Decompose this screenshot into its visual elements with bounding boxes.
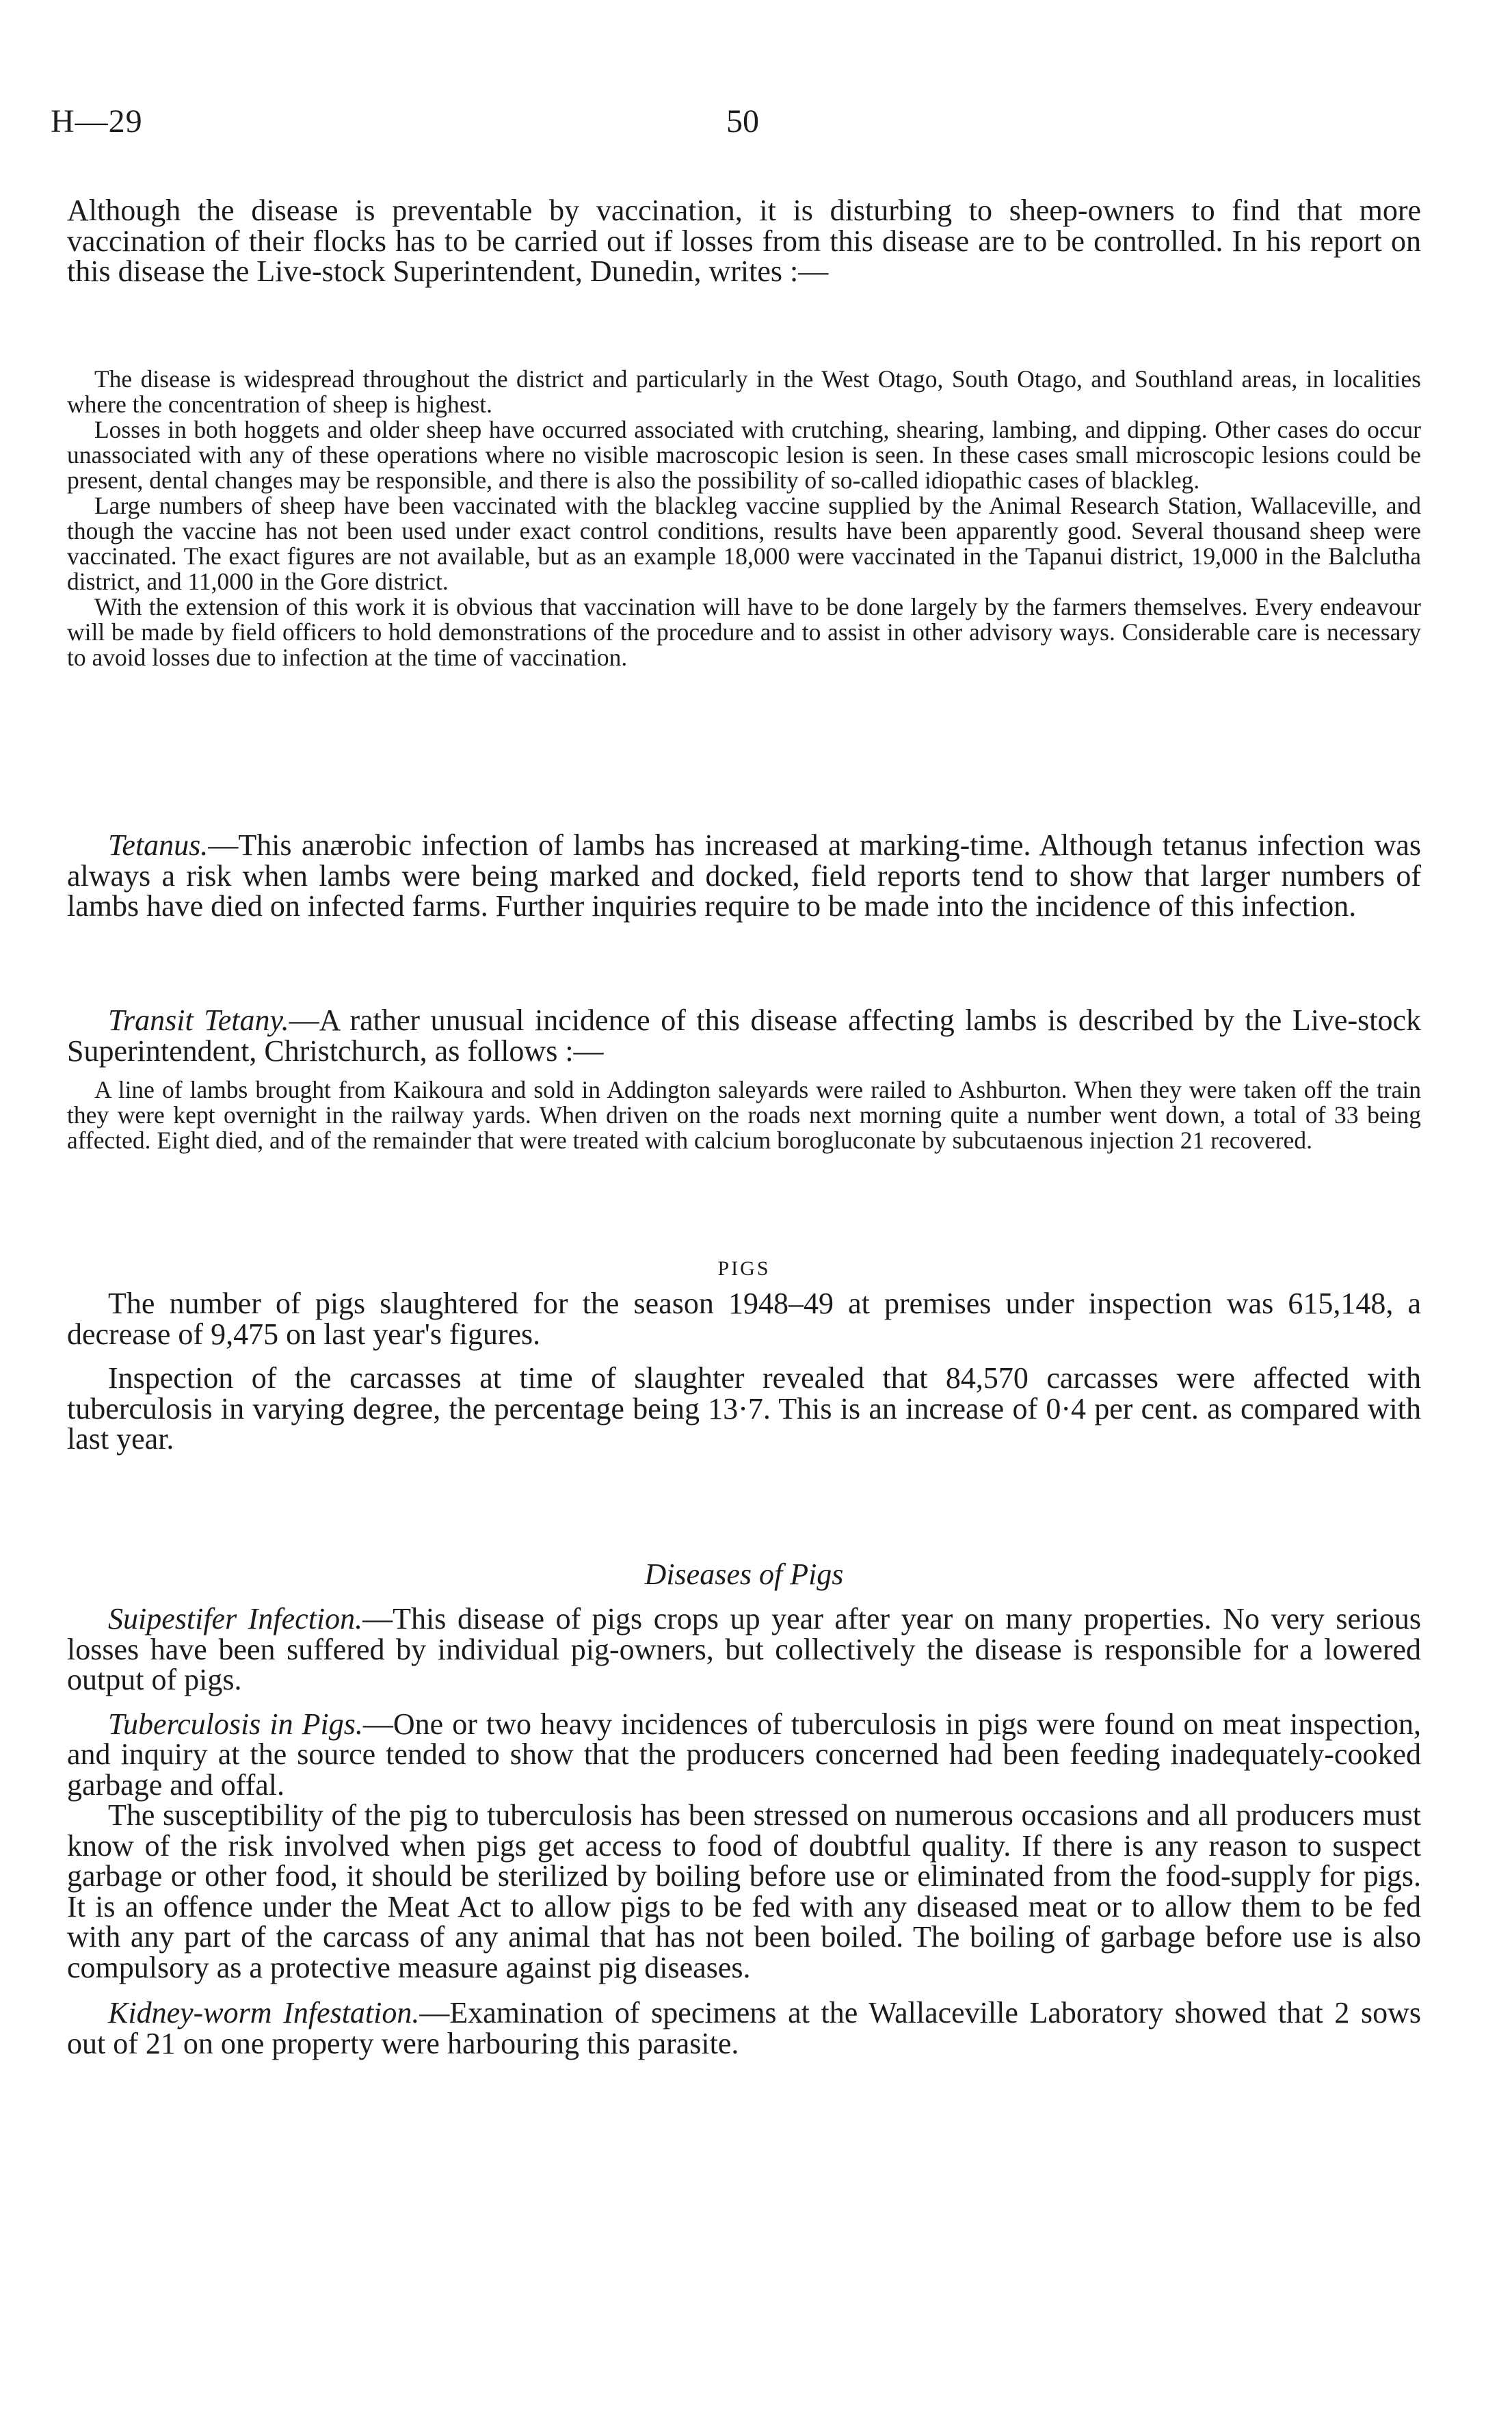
kidney-worm-title: Kidney-worm Infestation.: [108, 1996, 420, 2029]
transit-tetany-section: [67, 1003, 1421, 1154]
transit-tetany-text: —A rather unusual incidence of this disease affecting lambs is described by the Live-stock Superintendent, Christchurch, as follows :—: [67, 1003, 1421, 1068]
tetanus-title: Tetanus.: [108, 828, 209, 862]
quote-paragraph: The disease is widespread throughout the district and particularly in the West Otago, South Otago, and Southland areas, in localities where the concentration of sheep is highest.: [67, 365, 1421, 418]
pigs-section: [67, 1257, 1421, 1455]
pigs-heading: PIGS: [717, 1257, 771, 1280]
transit-tetany-title: Transit Tetany.: [108, 1003, 289, 1037]
suipestifer-title: Suipestifer Infection.: [108, 1602, 363, 1635]
report-code: H—29: [51, 103, 143, 140]
tuberculosis-title: Tuberculosis in Pigs.: [108, 1707, 363, 1741]
tetanus-paragraph: [67, 830, 1421, 922]
diseases-of-pigs-heading: Diseases of Pigs: [644, 1558, 844, 1591]
transit-tetany-paragraph: [67, 1003, 1421, 1068]
blackleg-quote: [67, 367, 1421, 670]
tetanus-section: [67, 830, 1421, 922]
diseases-of-pigs-section: [67, 1557, 1421, 2059]
suipestifer-text: —This disease of pigs crops up year after year on many properties. No very serious losses have been suffered by individual pig-owners, but collectively the disease is responsible for a lowered output of pigs.: [67, 1602, 1421, 1696]
quote-paragraph: Large numbers of sheep have been vaccinated with the blackleg vaccine supplied by the Animal Research Station, Wallaceville, and though the vaccine has not been used under exact control conditions, results have been apparently good. Several thousand sheep were vaccinated. The exact figures are not available, but as an example 18,000 were vaccinated in the Tapanui district, 19,000 in the Balclutha district, and 11,000 in the Gore district.: [67, 492, 1421, 595]
page-number: 50: [726, 103, 759, 140]
quote-paragraph: With the extension of this work it is obvious that vaccination will have to be done largely by the farmers themselves. Every endeavour will be made by field officers to hold demonstrations of the procedure and to assist in other advisory ways. Considerable care is necessary to avoid losses due to infection at the time of vaccination.: [67, 593, 1421, 671]
intro-paragraph: Although the disease is preventable by vaccination, it is disturbing to sheep-owners to find that more vaccination of their flocks has to be carried out if losses from this disease are to be controlled. In his report on this disease the Live-stock Superintendent, Dunedin, writes :—: [67, 194, 1421, 288]
tuberculosis-text: —One or two heavy incidences of tuberculosis in pigs were found on meat inspection, and inquiry at the source tended to show that the producers concerned had been feeding inadequately-cooked garbage and offal.: [67, 1707, 1421, 1802]
intro-section: [67, 196, 1421, 287]
kidney-worm-text: —Examination of specimens at the Wallaceville Laboratory showed that 2 sows out of 21 on one property were harbouring this parasite.: [67, 1996, 1422, 2060]
pigs-paragraph-inspection: Inspection of the carcasses at time of slaughter revealed that 84,570 carcasses were affected with tuberculosis in varying degree, the percentage being 13·7. This is an increase of 0·4 per cent. as compared with last year.: [67, 1361, 1421, 1456]
tuberculosis-paragraph-2: The susceptibility of the pig to tuberculosis has been stressed on numerous occasions and all producers must know of the risk involved when pigs get access to food of doubtful quality. If there is any reason to suspect garbage or other food, it should be sterilized by boiling before use or eliminated from the food-supply for pigs. It is an offence under the Meat Act to allow pigs to be fed with any diseased meat or to allow them to be fed with any part of the carcass of any animal that has not been boiled. The boiling of garbage before use is also compulsory as a protective measure against pig diseases.: [67, 1798, 1421, 1984]
suipestifer-paragraph: [67, 1604, 1421, 1696]
pigs-paragraph-slaughtered: The number of pigs slaughtered for the season 1948–49 at premises under inspection was 615,148, a decrease of 9,475 on last year's figures.: [67, 1287, 1421, 1351]
transit-tetany-quote: A line of lambs brought from Kaikoura and sold in Addington saleyards were railed to Ashburton. When they were taken off the train they were kept overnight in the railway yards. When driven on the roads next morning quite a number went down, a total of 33 being affected. Eight died, and of the remainder that were treated with calcium borogluconate by subcutaenous injection 21 recovered.: [67, 1076, 1421, 1154]
kidney-worm-paragraph: [67, 1998, 1421, 2059]
tuberculosis-paragraph: [67, 1709, 1421, 1801]
tetanus-text: —This anærobic infection of lambs has increased at marking-time. Although tetanus infection was always a risk when lambs were being marked and docked, field reports tend to show that larger numbers of lambs have died on infected farms. Further inquiries require to be made into the incidence of this infection.: [67, 828, 1421, 923]
quote-paragraph: Losses in both hoggets and older sheep have occurred associated with crutching, shearing, lambing, and dipping. Other cases do occur unassociated with any of these operations where no visible macroscopic lesion is seen. In these cases small microscopic lesions could be present, dental changes may be responsible, and there is also the possibility of so-called idiopathic cases of blackleg.: [67, 416, 1421, 494]
